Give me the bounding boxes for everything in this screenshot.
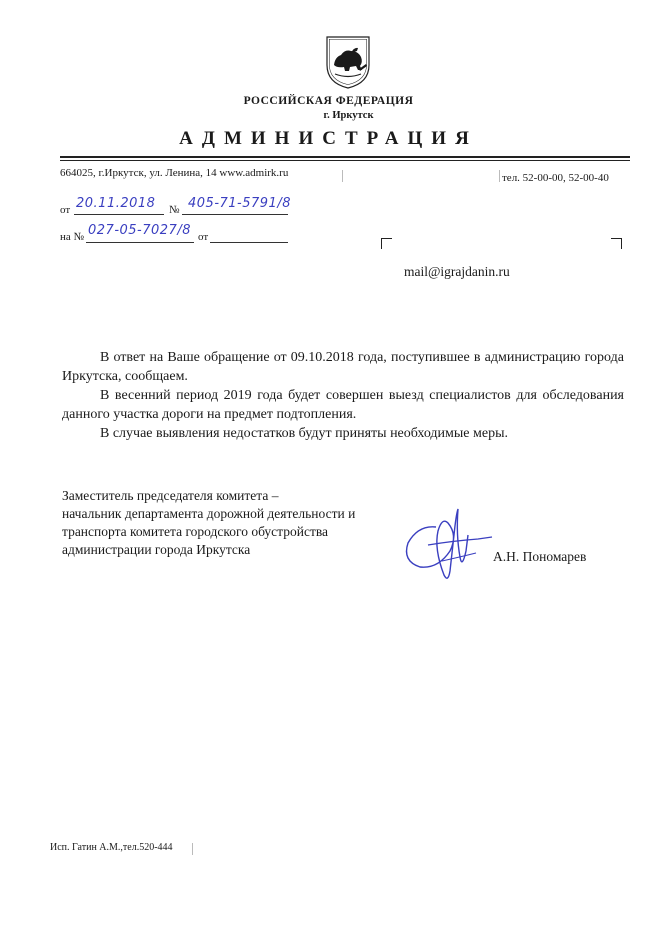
reply-number: 027-05-7027/8 <box>88 223 191 238</box>
body-paragraph: В случае выявления недостатков будут приняты необходимые меры. <box>100 426 509 441</box>
header-divider-thin <box>60 160 630 161</box>
phone-numbers: тел. 52-00-00, 52-00-40 <box>502 172 609 184</box>
signer-position-line: начальник департамента дорожной деятельности и <box>62 506 356 521</box>
outgoing-date: 20.11.2018 <box>76 196 156 211</box>
signer-position <box>62 487 412 559</box>
page-title: АДМИНИСТРАЦИЯ <box>179 128 478 149</box>
city-name: г. Иркутск <box>323 110 374 121</box>
signer-name: А.Н. Пономарев <box>493 549 587 564</box>
scan-mark <box>342 170 343 182</box>
recipient-email: mail@igrajdanin.ru <box>404 264 510 279</box>
recipient-corner-right <box>611 238 622 249</box>
reply-number-label: на № <box>60 231 85 243</box>
scan-mark <box>192 843 193 855</box>
recipient-corner-left <box>381 238 392 249</box>
date-label: от <box>60 204 71 216</box>
scan-mark <box>499 170 500 182</box>
header-divider <box>60 156 630 158</box>
country-name: РОССИЙСКАЯ ФЕДЕРАЦИЯ <box>243 95 414 107</box>
handwritten-signature <box>398 505 498 585</box>
address-line: 664025, г.Иркутск, ул. Ленина, 14 www.admirk.ru <box>60 167 289 179</box>
signer-position-line: Заместитель председателя комитета – <box>62 488 279 503</box>
body-paragraph: В ответ на Ваше обращение от 09.10.2018 года, поступившее в администрацию города Иркутска, сообщаем. <box>62 350 624 384</box>
letter-body <box>62 348 624 443</box>
signer-position-line: транспорта комитета городского обустройства <box>62 524 329 539</box>
reply-date-underline <box>210 227 288 243</box>
reply-date-label: от <box>198 231 209 243</box>
number-label: № <box>169 204 180 216</box>
outgoing-number: 405-71-5791/8 <box>188 196 291 211</box>
body-paragraph: В весенний период 2019 года будет совершен выезд специалистов для обследования данного участка дороги на предмет подтопления. <box>62 388 624 422</box>
coat-of-arms-icon <box>325 35 371 89</box>
executor-info: Исп. Гатин А.М.,тел.520-444 <box>50 842 173 853</box>
signer-position-line: администрации города Иркутска <box>62 542 251 557</box>
